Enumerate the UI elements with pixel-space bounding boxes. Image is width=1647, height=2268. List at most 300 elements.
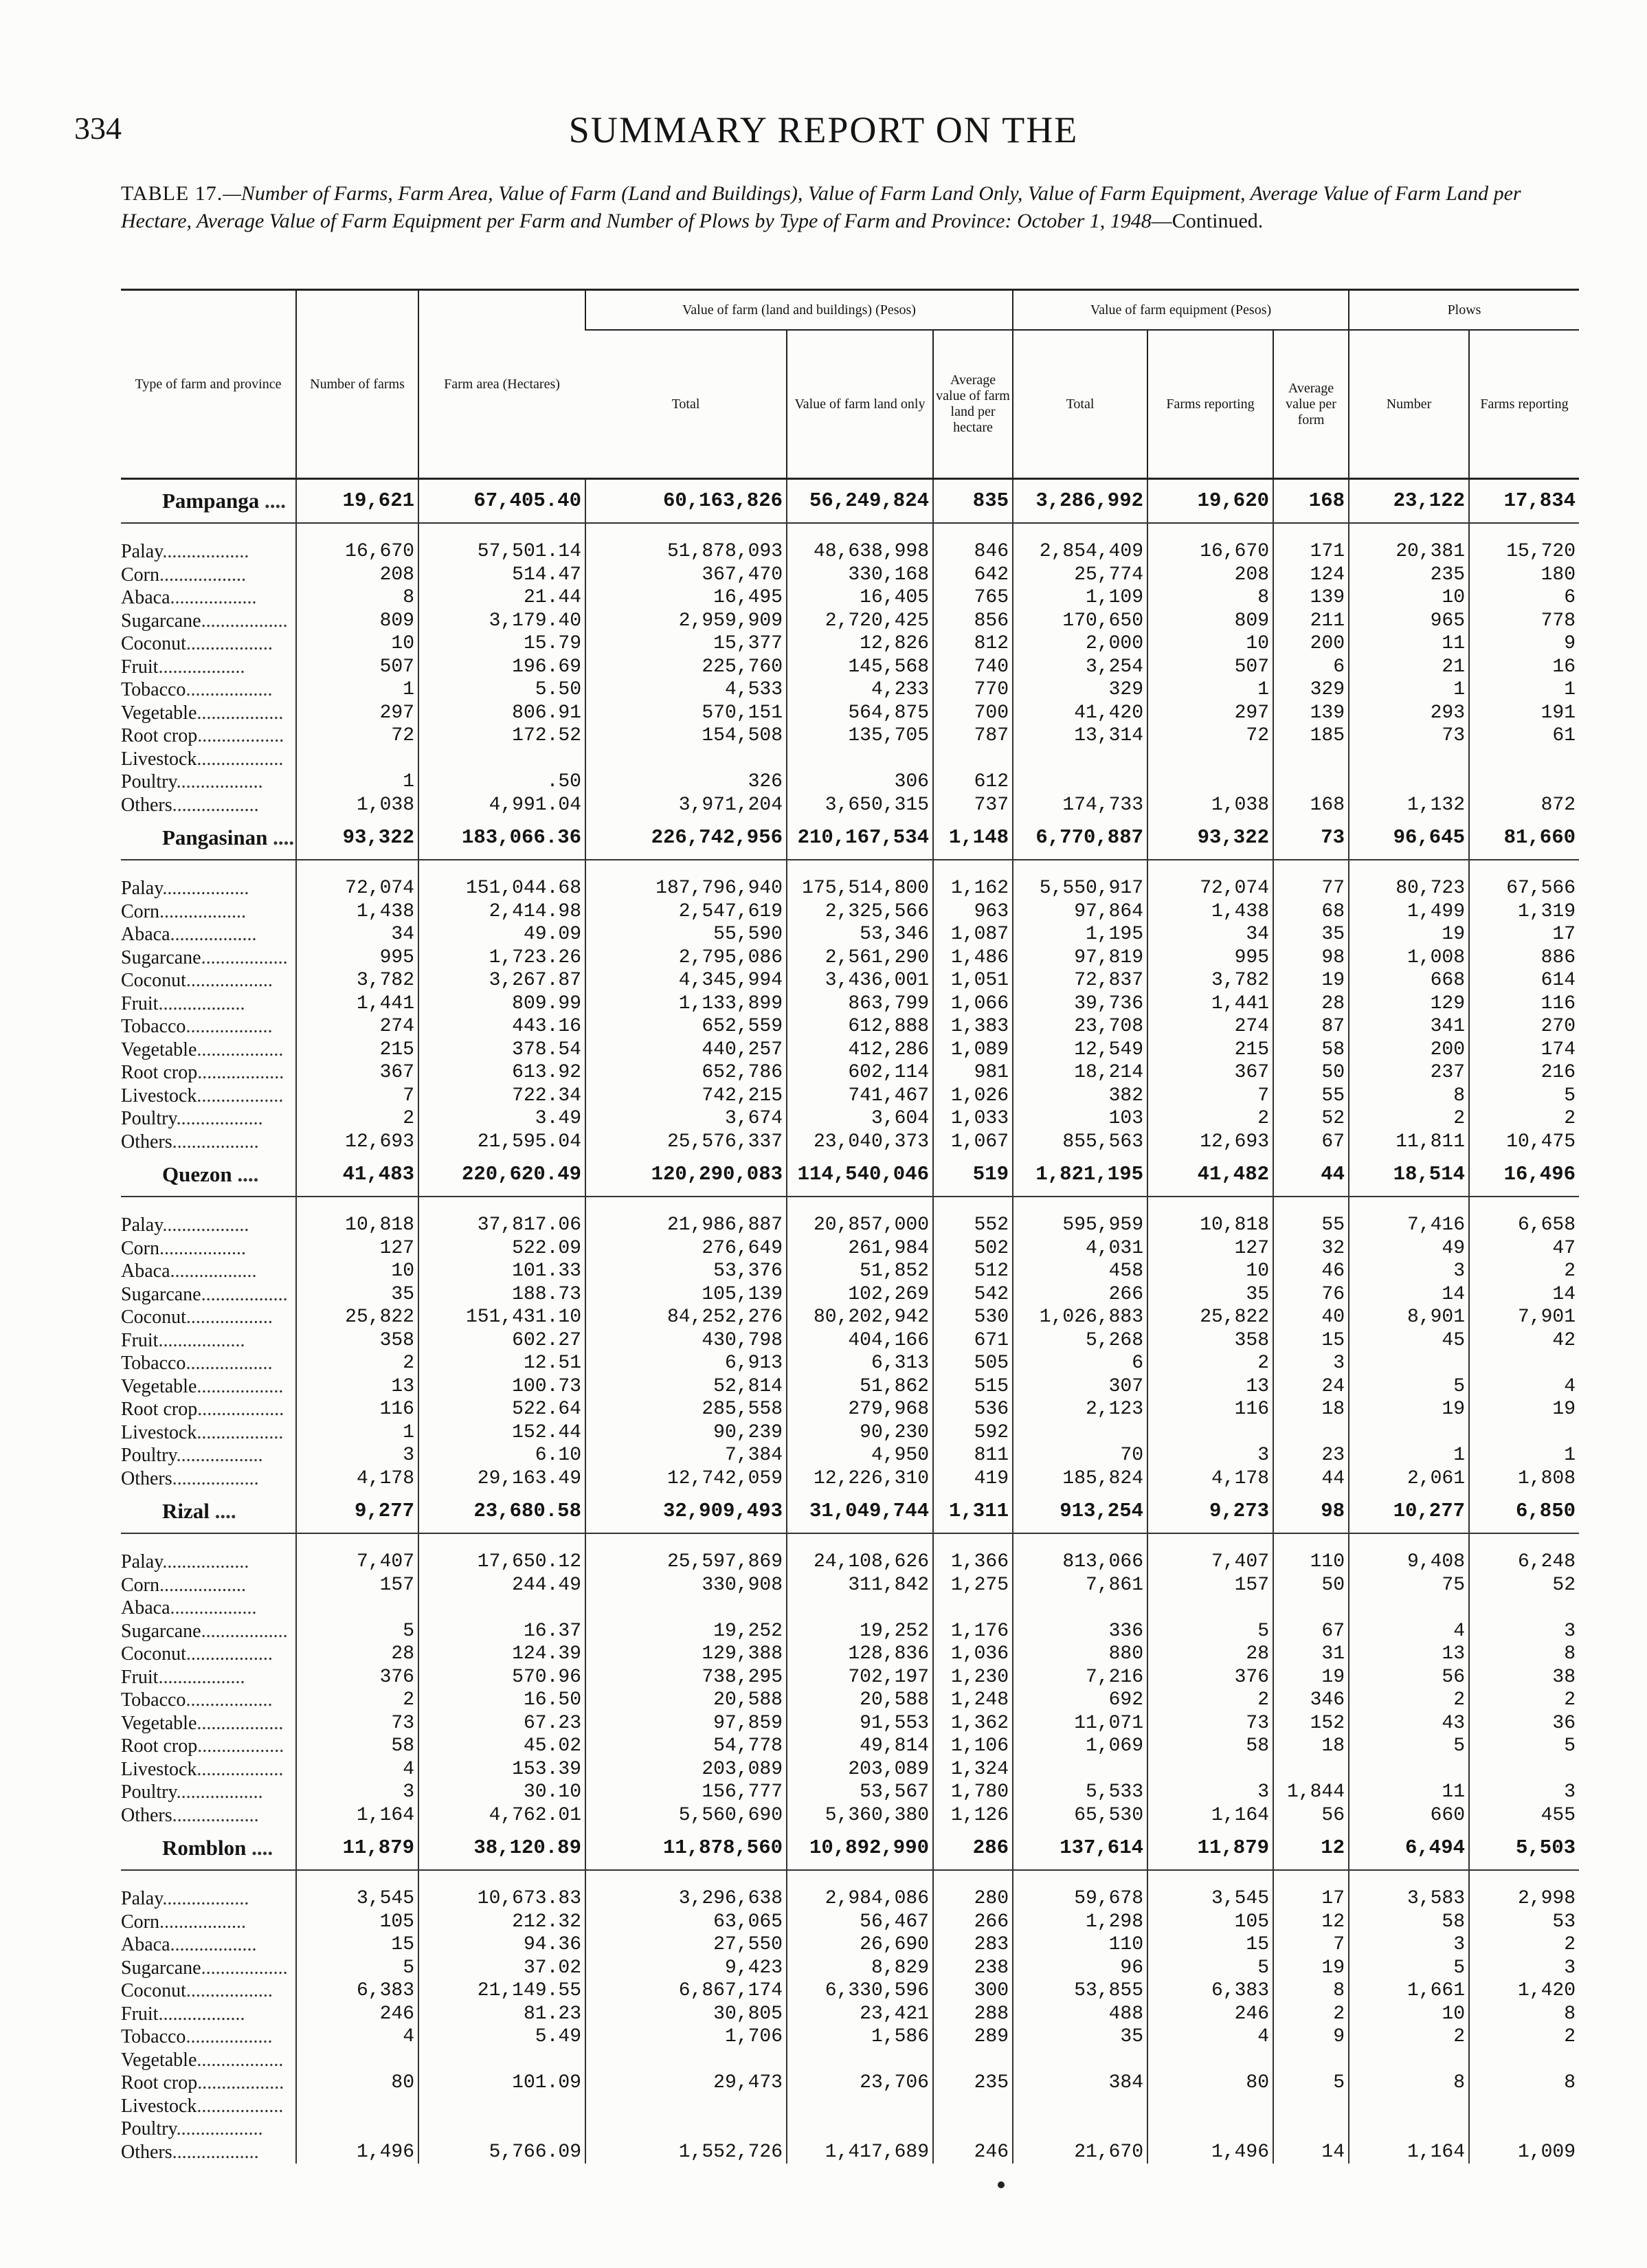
table-row <box>121 564 1579 587</box>
table-row <box>121 1398 1579 1421</box>
value-cell: 2 <box>1469 1933 1579 1957</box>
table-row <box>121 1061 1579 1085</box>
value-cell: 10 <box>1147 1260 1273 1283</box>
farm-type-text: Fruit <box>121 1666 159 1688</box>
value-cell: 157 <box>1147 1574 1273 1597</box>
farm-type <box>121 1107 296 1131</box>
farm-type-text: Coconut <box>121 1643 186 1665</box>
value-cell: 1,496 <box>1147 2141 1273 2164</box>
value-cell <box>585 748 787 771</box>
value-cell: 72,837 <box>1013 969 1147 992</box>
value-cell: 20,857,000 <box>787 1214 933 1237</box>
caption-continued: —Continued. <box>1151 210 1264 232</box>
farm-type-text: Root crop <box>121 2072 198 2093</box>
value-cell: 11,811 <box>1349 1131 1469 1154</box>
farm-type <box>121 748 296 771</box>
leader-dots: .................. <box>197 1399 284 1420</box>
value-cell: 81.23 <box>418 2003 585 2026</box>
total-cell: 60,163,826 <box>585 479 787 524</box>
value-cell: 1,162 <box>933 877 1013 900</box>
farm-type-text: Tobacco <box>121 1689 186 1711</box>
farm-type-text: Tobacco <box>121 1353 186 1374</box>
value-cell: 15,720 <box>1469 540 1579 564</box>
value-cell <box>1349 748 1469 771</box>
table-row <box>121 969 1579 992</box>
farm-type <box>121 1306 296 1329</box>
table-row <box>121 923 1579 946</box>
value-cell: 35 <box>296 1283 418 1307</box>
value-cell: 1,723.26 <box>418 946 585 970</box>
value-cell: 7,407 <box>296 1550 418 1574</box>
farm-type-text: Corn <box>121 564 159 586</box>
value-cell: 58 <box>1349 1911 1469 1934</box>
value-cell: 70 <box>1013 1444 1147 1467</box>
farm-type-text: Palay <box>121 1888 163 1909</box>
value-cell: 51,878,093 <box>585 540 787 564</box>
leader-dots: .................. <box>176 1781 263 1803</box>
value-cell: 1,164 <box>296 1804 418 1827</box>
farm-type-text: Coconut <box>121 633 186 654</box>
value-cell: 1 <box>296 770 418 794</box>
leader-dots: .................. <box>172 1467 259 1489</box>
spacer-cell <box>1349 860 1469 877</box>
value-cell: 2,414.98 <box>418 900 585 924</box>
value-cell: 995 <box>296 946 418 970</box>
table-row <box>121 656 1579 679</box>
value-cell: 73 <box>296 1712 418 1735</box>
value-cell: 39,736 <box>1013 992 1147 1016</box>
leader-dots: .... <box>267 825 295 849</box>
value-cell: 21,149.55 <box>418 1979 585 2003</box>
leader-dots: .................. <box>197 1038 284 1060</box>
spacer-cell <box>1273 523 1349 540</box>
value-cell <box>1469 770 1579 794</box>
value-cell <box>418 2049 585 2072</box>
value-cell: 97,819 <box>1013 946 1147 970</box>
value-cell: 2 <box>1469 1260 1579 1283</box>
value-cell: 16,405 <box>787 586 933 610</box>
value-cell <box>787 2095 933 2118</box>
value-cell: 419 <box>933 1467 1013 1491</box>
value-cell: 2 <box>1349 1107 1469 1131</box>
value-cell: 3 <box>1147 1444 1273 1467</box>
table-row <box>121 794 1579 817</box>
value-cell: 20,588 <box>787 1689 933 1712</box>
farm-type-text: Others <box>121 1467 172 1489</box>
value-cell: 1,033 <box>933 1107 1013 1131</box>
value-cell: 110 <box>1273 1550 1349 1574</box>
value-cell: 14 <box>1273 2141 1349 2164</box>
value-cell: 17 <box>1273 1887 1349 1911</box>
leader-dots: .................. <box>162 1888 249 1909</box>
leader-dots: .................. <box>162 878 249 899</box>
total-cell: 56,249,824 <box>787 479 933 524</box>
value-cell: 8 <box>296 586 418 610</box>
value-cell: 13,314 <box>1013 724 1147 748</box>
value-cell: 1,319 <box>1469 900 1579 924</box>
value-cell: 191 <box>1469 702 1579 725</box>
value-cell: 27,550 <box>585 1933 787 1957</box>
value-cell: 65,530 <box>1013 1804 1147 1827</box>
value-cell: 5 <box>1469 1085 1579 1108</box>
value-cell: 151,431.10 <box>418 1306 585 1329</box>
value-cell: 2 <box>296 1352 418 1375</box>
total-cell: 1,821,195 <box>1013 1153 1147 1197</box>
value-cell: 1 <box>1147 678 1273 702</box>
spacer-cell <box>1469 523 1579 540</box>
spacer-cell <box>1349 1533 1469 1550</box>
value-cell: 80,202,942 <box>787 1306 933 1329</box>
value-cell <box>1013 1421 1147 1445</box>
farm-type-text: Sugarcane <box>121 1620 201 1642</box>
farm-type-text: Vegetable <box>121 1375 197 1397</box>
value-cell: 266 <box>1013 1283 1147 1307</box>
table-row <box>121 1085 1579 1108</box>
farm-type <box>121 1467 296 1491</box>
farm-type <box>121 702 296 725</box>
value-cell: 863,799 <box>787 992 933 1016</box>
total-cell: 6,850 <box>1469 1490 1579 1533</box>
value-cell: 34 <box>296 923 418 946</box>
leader-dots: .................. <box>170 587 257 608</box>
table-row <box>121 1107 1579 1131</box>
value-cell: 276,649 <box>585 1237 787 1260</box>
value-cell: 1,808 <box>1469 1467 1579 1491</box>
farm-type-text: Vegetable <box>121 2049 197 2071</box>
value-cell: 1,248 <box>933 1689 1013 1712</box>
farm-type <box>121 1781 296 1804</box>
value-cell: 3 <box>1469 1620 1579 1643</box>
value-cell: 1,133,899 <box>585 992 787 1016</box>
value-cell: 101.09 <box>418 2071 585 2095</box>
farm-type <box>121 2117 296 2141</box>
value-cell <box>787 1597 933 1620</box>
value-cell <box>585 1597 787 1620</box>
value-cell: 156,777 <box>585 1781 787 1804</box>
farm-type <box>121 946 296 970</box>
value-cell: 175,514,800 <box>787 877 933 900</box>
leader-dots: .................. <box>197 2095 284 2117</box>
farm-type-text: Vegetable <box>121 702 197 724</box>
total-cell: 835 <box>933 479 1013 524</box>
farm-type <box>121 923 296 946</box>
farm-type <box>121 656 296 679</box>
value-cell: 330,168 <box>787 564 933 587</box>
leader-dots: .................. <box>201 946 288 968</box>
value-cell: 14 <box>1469 1283 1579 1307</box>
value-cell: 19 <box>1349 1398 1469 1421</box>
value-cell: 440,257 <box>585 1038 787 1062</box>
value-cell: 37.02 <box>418 1957 585 1980</box>
farm-type-text: Abaca <box>121 1597 170 1619</box>
value-cell: 4,345,994 <box>585 969 787 992</box>
table-row <box>121 610 1579 633</box>
value-cell: 7,901 <box>1469 1306 1579 1329</box>
table-row <box>121 1712 1579 1735</box>
value-cell: 7,384 <box>585 1444 787 1467</box>
value-cell: 5 <box>1147 1620 1273 1643</box>
leader-dots: .... <box>259 489 286 513</box>
value-cell: 2,123 <box>1013 1398 1147 1421</box>
spacer-cell <box>585 1197 787 1214</box>
value-cell: 100.73 <box>418 1375 585 1399</box>
leader-dots: .................. <box>197 1085 284 1107</box>
value-cell: 10 <box>1349 2003 1469 2026</box>
value-cell: 42 <box>1469 1329 1579 1353</box>
farm-type <box>121 2071 296 2095</box>
value-cell: 124 <box>1273 564 1349 587</box>
value-cell: 4,178 <box>1147 1467 1273 1491</box>
value-cell: 15,377 <box>585 632 787 656</box>
value-cell: 21,986,887 <box>585 1214 787 1237</box>
value-cell: 642 <box>933 564 1013 587</box>
value-cell <box>1013 1758 1147 1781</box>
total-cell: 41,482 <box>1147 1153 1273 1197</box>
value-cell: 981 <box>933 1061 1013 1085</box>
total-cell: 210,167,534 <box>787 816 933 860</box>
value-cell <box>1349 1421 1469 1445</box>
value-cell <box>1349 2095 1469 2118</box>
value-cell: 809.99 <box>418 992 585 1016</box>
value-cell: 116 <box>1469 992 1579 1016</box>
value-cell: 602.27 <box>418 1329 585 1353</box>
value-cell: 35 <box>1273 923 1349 946</box>
leader-dots: .................. <box>197 2049 284 2071</box>
farm-type <box>121 1689 296 1712</box>
leader-dots: .................. <box>197 1062 284 1083</box>
value-cell: 16,495 <box>585 586 787 610</box>
value-cell <box>1273 1758 1349 1781</box>
value-cell: 188.73 <box>418 1283 585 1307</box>
total-cell: 18,514 <box>1349 1153 1469 1197</box>
leader-dots: .................. <box>170 1260 257 1282</box>
value-cell: 1,438 <box>1147 900 1273 924</box>
spacer-cell <box>1273 1533 1349 1550</box>
value-cell: 1 <box>296 1421 418 1445</box>
value-cell: 564,875 <box>787 702 933 725</box>
farm-type <box>121 1550 296 1574</box>
value-cell <box>418 1597 585 1620</box>
table-row <box>121 1597 1579 1620</box>
value-cell: 285,558 <box>585 1398 787 1421</box>
table-row <box>121 1666 1579 1689</box>
spacer-cell <box>418 860 585 877</box>
value-cell: 307 <box>1013 1375 1147 1399</box>
value-cell: 9,408 <box>1349 1550 1469 1574</box>
farm-type-text: Root crop <box>121 725 198 746</box>
value-cell: 16 <box>1469 656 1579 679</box>
value-cell <box>296 1597 418 1620</box>
value-cell: 3 <box>296 1781 418 1804</box>
value-cell: 80 <box>1147 2071 1273 2095</box>
value-cell: 45.02 <box>418 1735 585 1758</box>
farm-type <box>121 1758 296 1781</box>
value-cell: 129,388 <box>585 1643 787 1666</box>
value-cell: 2 <box>1469 2025 1579 2049</box>
value-cell: 813,066 <box>1013 1550 1147 1574</box>
value-cell: 63,065 <box>585 1911 787 1934</box>
farm-type <box>121 1887 296 1911</box>
value-cell: 185 <box>1273 724 1349 748</box>
value-cell: 110 <box>1013 1933 1147 1957</box>
total-cell: 73 <box>1273 816 1349 860</box>
page-dot <box>998 2181 1005 2188</box>
value-cell <box>1469 1352 1579 1375</box>
farm-type <box>121 1933 296 1957</box>
farm-type-text: Corn <box>121 1574 159 1596</box>
spacer-cell <box>1147 1533 1273 1550</box>
leader-dots: .................. <box>186 1307 273 1328</box>
value-cell <box>1013 2095 1147 2118</box>
value-cell: 12.51 <box>418 1352 585 1375</box>
value-cell: 1,067 <box>933 1131 1013 1154</box>
total-cell: 31,049,744 <box>787 1490 933 1533</box>
table-row <box>121 1015 1579 1038</box>
value-cell: 702,197 <box>787 1666 933 1689</box>
total-cell: 17,834 <box>1469 479 1579 524</box>
value-cell: 208 <box>1147 564 1273 587</box>
value-cell: 1,438 <box>296 900 418 924</box>
value-cell: 2 <box>296 1689 418 1712</box>
farm-type <box>121 969 296 992</box>
value-cell: 1,230 <box>933 1666 1013 1689</box>
value-cell: 127 <box>1147 1237 1273 1260</box>
header-value-group: Value of farm (land and buildings) (Pesos) <box>585 290 1013 331</box>
farm-type <box>121 877 296 900</box>
value-cell <box>585 2117 787 2141</box>
value-cell: 6 <box>1273 656 1349 679</box>
province-name <box>121 1153 296 1197</box>
farm-type-text: Corn <box>121 1237 159 1259</box>
value-cell: 200 <box>1349 1038 1469 1062</box>
farm-type <box>121 724 296 748</box>
table-row <box>121 1620 1579 1643</box>
value-cell: 2,061 <box>1349 1467 1469 1491</box>
province-name-text: Romblon <box>162 1836 247 1860</box>
leader-dots: .................. <box>186 633 273 654</box>
farm-type <box>121 1735 296 1758</box>
value-cell: 49.09 <box>418 923 585 946</box>
table-row <box>121 1758 1579 1781</box>
farm-type <box>121 564 296 587</box>
table-row <box>121 1781 1579 1804</box>
spacer-cell <box>1013 523 1147 540</box>
farm-type-text: Corn <box>121 1911 159 1933</box>
value-cell <box>1273 748 1349 771</box>
table-row <box>121 724 1579 748</box>
farm-type <box>121 586 296 610</box>
table-row <box>121 1550 1579 1574</box>
value-cell: 270 <box>1469 1015 1579 1038</box>
table-row <box>121 1131 1579 1154</box>
value-cell: 8 <box>1469 1643 1579 1666</box>
leader-dots: .................. <box>201 610 288 632</box>
table-body <box>121 479 1579 2164</box>
value-cell <box>1013 770 1147 794</box>
total-cell: 9,277 <box>296 1490 418 1533</box>
spacer-cell <box>121 1533 296 1550</box>
province-name-text: Pangasinan <box>162 825 268 849</box>
value-cell: 238 <box>933 1957 1013 1980</box>
value-cell: 2,000 <box>1013 632 1147 656</box>
value-cell: 16.37 <box>418 1620 585 1643</box>
value-cell: 1,780 <box>933 1781 1013 1804</box>
value-cell <box>1013 1597 1147 1620</box>
value-cell: 6,383 <box>296 1979 418 2003</box>
leader-dots: .................. <box>172 2141 259 2163</box>
value-cell: 283 <box>933 1933 1013 1957</box>
table-row <box>121 946 1579 970</box>
value-cell: 2 <box>1349 2025 1469 2049</box>
value-cell: 45 <box>1349 1329 1469 1353</box>
farm-type <box>121 992 296 1016</box>
value-cell: .50 <box>418 770 585 794</box>
table-row <box>121 1237 1579 1260</box>
farm-type-text: Vegetable <box>121 1712 197 1734</box>
value-cell: 6,248 <box>1469 1550 1579 1574</box>
value-cell: 855,563 <box>1013 1131 1147 1154</box>
header-value-avg: Average value of farm land per hectare <box>933 330 1013 479</box>
value-cell: 13 <box>296 1375 418 1399</box>
value-cell: 12,226,310 <box>787 1467 933 1491</box>
value-cell: 2 <box>1469 1107 1579 1131</box>
total-cell: 11,879 <box>296 1827 418 1870</box>
farm-type-text: Tobacco <box>121 1016 186 1037</box>
spacer-cell <box>1349 1197 1469 1214</box>
total-cell: 913,254 <box>1013 1490 1147 1533</box>
value-cell: 3,436,001 <box>787 969 933 992</box>
value-cell <box>1469 2095 1579 2118</box>
value-cell: 2,547,619 <box>585 900 787 924</box>
value-cell: 261,984 <box>787 1237 933 1260</box>
total-cell: 226,742,956 <box>585 816 787 860</box>
value-cell: 602,114 <box>787 1061 933 1085</box>
leader-dots: .................. <box>186 1353 273 1374</box>
value-cell: 237 <box>1349 1061 1469 1085</box>
value-cell: 1,066 <box>933 992 1013 1016</box>
leader-dots: .................. <box>197 748 284 770</box>
leader-dots: .................. <box>201 1283 288 1305</box>
value-cell: 367 <box>1147 1061 1273 1085</box>
value-cell: 97,859 <box>585 1712 787 1735</box>
value-cell: 127 <box>296 1237 418 1260</box>
leader-dots: .................. <box>197 1712 284 1734</box>
value-cell: 778 <box>1469 610 1579 633</box>
value-cell: 741,467 <box>787 1085 933 1108</box>
table-row <box>121 1467 1579 1491</box>
spacer-cell <box>787 1870 933 1887</box>
value-cell: 30,805 <box>585 2003 787 2026</box>
farm-type-text: Livestock <box>121 1085 197 1107</box>
total-cell: 44 <box>1273 1153 1349 1197</box>
spacer-cell <box>787 1533 933 1550</box>
value-cell: 212.32 <box>418 1911 585 1934</box>
value-cell: 2,795,086 <box>585 946 787 970</box>
value-cell <box>1349 1352 1469 1375</box>
value-cell: 329 <box>1013 678 1147 702</box>
farm-type-text: Root crop <box>121 1399 198 1420</box>
total-cell: 19,620 <box>1147 479 1273 524</box>
value-cell: 116 <box>296 1398 418 1421</box>
value-cell: 1,417,689 <box>787 2141 933 2164</box>
farm-type <box>121 1574 296 1597</box>
value-cell <box>1469 2117 1579 2141</box>
value-cell: 1,486 <box>933 946 1013 970</box>
value-cell: 5,766.09 <box>418 2141 585 2164</box>
value-cell: 21.44 <box>418 586 585 610</box>
spacer-cell <box>933 1870 1013 1887</box>
value-cell: 2 <box>296 1107 418 1131</box>
